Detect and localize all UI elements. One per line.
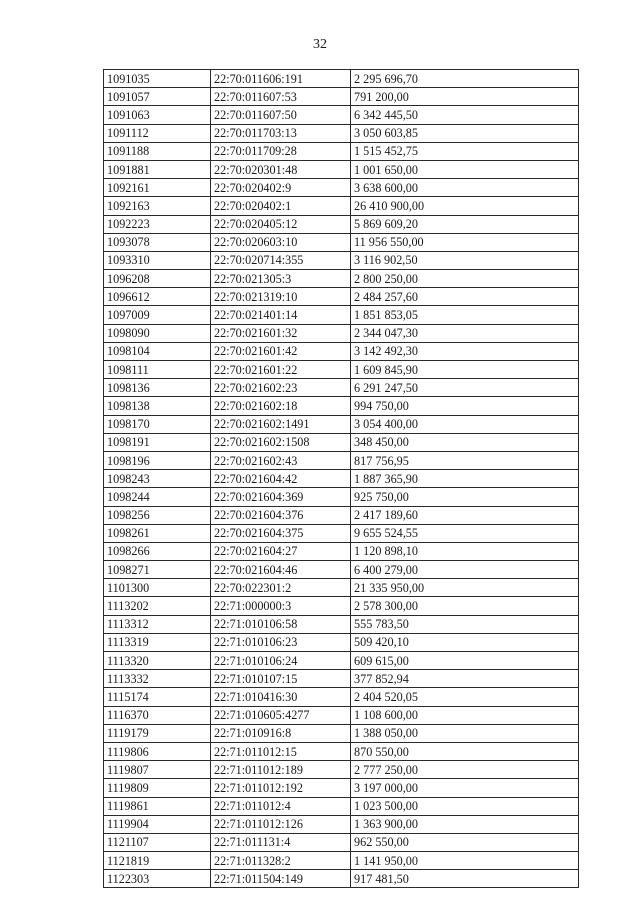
cell-cadastral-value: 26 410 900,00 bbox=[351, 197, 579, 215]
cell-id: 1098138 bbox=[104, 397, 211, 415]
cell-cadastral-number: 22:71:011504:149 bbox=[211, 870, 351, 888]
table-row bbox=[104, 652, 579, 670]
cell-cadastral-number: 22:71:010107:15 bbox=[211, 670, 351, 688]
cell-cadastral-number: 22:71:011012:126 bbox=[211, 815, 351, 833]
cell-cadastral-value: 3 116 902,50 bbox=[351, 251, 579, 269]
cell-cadastral-value: 2 344 047,30 bbox=[351, 324, 579, 342]
cell-id: 1091188 bbox=[104, 142, 211, 160]
cell-id: 1113320 bbox=[104, 652, 211, 670]
table-row bbox=[104, 160, 579, 178]
table-row bbox=[104, 506, 579, 524]
table-row bbox=[104, 124, 579, 142]
cell-id: 1101300 bbox=[104, 579, 211, 597]
table-row bbox=[104, 688, 579, 706]
cell-cadastral-number: 22:70:011607:53 bbox=[211, 88, 351, 106]
cell-cadastral-value: 21 335 950,00 bbox=[351, 579, 579, 597]
cell-cadastral-number: 22:71:011328:2 bbox=[211, 852, 351, 870]
cell-cadastral-value: 609 615,00 bbox=[351, 652, 579, 670]
cell-cadastral-value: 3 054 400,00 bbox=[351, 415, 579, 433]
table-row bbox=[104, 706, 579, 724]
table-row bbox=[104, 797, 579, 815]
cell-cadastral-number: 22:70:020603:10 bbox=[211, 233, 351, 251]
table-row bbox=[104, 579, 579, 597]
table-row bbox=[104, 488, 579, 506]
cell-cadastral-number: 22:71:010106:58 bbox=[211, 615, 351, 633]
cell-cadastral-number: 22:70:021601:32 bbox=[211, 324, 351, 342]
cell-cadastral-number: 22:70:021319:10 bbox=[211, 288, 351, 306]
cell-id: 1093310 bbox=[104, 251, 211, 269]
cell-id: 1092223 bbox=[104, 215, 211, 233]
cell-cadastral-value: 925 750,00 bbox=[351, 488, 579, 506]
table-row bbox=[104, 815, 579, 833]
cell-id: 1096208 bbox=[104, 270, 211, 288]
table-row bbox=[104, 324, 579, 342]
table-row bbox=[104, 833, 579, 851]
cell-cadastral-number: 22:70:021401:14 bbox=[211, 306, 351, 324]
cell-id: 1092163 bbox=[104, 197, 211, 215]
cell-cadastral-value: 994 750,00 bbox=[351, 397, 579, 415]
cell-cadastral-value: 1 141 950,00 bbox=[351, 852, 579, 870]
cell-cadastral-value: 2 295 696,70 bbox=[351, 70, 579, 88]
table-row bbox=[104, 852, 579, 870]
table-row bbox=[104, 561, 579, 579]
cadastral-value-table bbox=[103, 69, 579, 888]
cell-id: 1098104 bbox=[104, 342, 211, 360]
cell-cadastral-number: 22:70:022301:2 bbox=[211, 579, 351, 597]
cell-cadastral-number: 22:70:021604:376 bbox=[211, 506, 351, 524]
cell-cadastral-number: 22:71:010605:4277 bbox=[211, 706, 351, 724]
cell-id: 1098244 bbox=[104, 488, 211, 506]
cell-cadastral-value: 791 200,00 bbox=[351, 88, 579, 106]
table-row bbox=[104, 742, 579, 760]
cell-id: 1098111 bbox=[104, 361, 211, 379]
cell-cadastral-number: 22:70:021601:22 bbox=[211, 361, 351, 379]
cell-id: 1113202 bbox=[104, 597, 211, 615]
cell-cadastral-value: 1 108 600,00 bbox=[351, 706, 579, 724]
cell-cadastral-number: 22:71:000000:3 bbox=[211, 597, 351, 615]
table-row bbox=[104, 870, 579, 888]
cell-id: 1098191 bbox=[104, 433, 211, 451]
cell-id: 1122303 bbox=[104, 870, 211, 888]
cell-id: 1115174 bbox=[104, 688, 211, 706]
cell-cadastral-number: 22:70:011607:50 bbox=[211, 106, 351, 124]
table-row bbox=[104, 179, 579, 197]
cell-cadastral-number: 22:70:021602:43 bbox=[211, 451, 351, 469]
cell-id: 1091057 bbox=[104, 88, 211, 106]
cell-cadastral-value: 817 756,95 bbox=[351, 451, 579, 469]
table-row bbox=[104, 306, 579, 324]
table-row bbox=[104, 597, 579, 615]
cell-id: 1098196 bbox=[104, 451, 211, 469]
cell-cadastral-value: 2 417 189,60 bbox=[351, 506, 579, 524]
cell-cadastral-value: 870 550,00 bbox=[351, 742, 579, 760]
table-row bbox=[104, 524, 579, 542]
cell-cadastral-number: 22:70:021305:3 bbox=[211, 270, 351, 288]
table-row bbox=[104, 470, 579, 488]
cell-cadastral-value: 348 450,00 bbox=[351, 433, 579, 451]
table-row bbox=[104, 451, 579, 469]
cell-id: 1098266 bbox=[104, 542, 211, 560]
table-row bbox=[104, 670, 579, 688]
cell-id: 1093078 bbox=[104, 233, 211, 251]
table-row bbox=[104, 433, 579, 451]
table-row bbox=[104, 779, 579, 797]
cell-cadastral-number: 22:70:021601:42 bbox=[211, 342, 351, 360]
cell-cadastral-value: 1 363 900,00 bbox=[351, 815, 579, 833]
cell-id: 1119806 bbox=[104, 742, 211, 760]
cell-cadastral-number: 22:70:011703:13 bbox=[211, 124, 351, 142]
table-row bbox=[104, 288, 579, 306]
cell-cadastral-value: 6 400 279,00 bbox=[351, 561, 579, 579]
cell-cadastral-number: 22:71:011131:4 bbox=[211, 833, 351, 851]
cell-id: 1113332 bbox=[104, 670, 211, 688]
cell-id: 1116370 bbox=[104, 706, 211, 724]
cell-cadastral-value: 377 852,94 bbox=[351, 670, 579, 688]
cell-cadastral-number: 22:71:011012:189 bbox=[211, 761, 351, 779]
cell-id: 1098261 bbox=[104, 524, 211, 542]
table-row bbox=[104, 251, 579, 269]
table-row bbox=[104, 233, 579, 251]
cell-cadastral-number: 22:70:021602:18 bbox=[211, 397, 351, 415]
cell-cadastral-value: 1 515 452,75 bbox=[351, 142, 579, 160]
cell-id: 1098136 bbox=[104, 379, 211, 397]
table-body bbox=[104, 70, 579, 888]
cell-cadastral-value: 1 388 050,00 bbox=[351, 724, 579, 742]
cell-cadastral-value: 962 550,00 bbox=[351, 833, 579, 851]
cell-cadastral-number: 22:70:020402:1 bbox=[211, 197, 351, 215]
cell-cadastral-number: 22:70:021602:1491 bbox=[211, 415, 351, 433]
cell-cadastral-value: 2 777 250,00 bbox=[351, 761, 579, 779]
cell-cadastral-number: 22:70:020405:12 bbox=[211, 215, 351, 233]
cell-cadastral-number: 22:70:021604:46 bbox=[211, 561, 351, 579]
cell-cadastral-number: 22:70:021604:369 bbox=[211, 488, 351, 506]
cell-cadastral-value: 11 956 550,00 bbox=[351, 233, 579, 251]
cell-cadastral-number: 22:70:020402:9 bbox=[211, 179, 351, 197]
table-row bbox=[104, 724, 579, 742]
cell-cadastral-number: 22:70:021604:27 bbox=[211, 542, 351, 560]
table-row bbox=[104, 397, 579, 415]
table-row bbox=[104, 197, 579, 215]
cell-cadastral-value: 2 578 300,00 bbox=[351, 597, 579, 615]
table-row bbox=[104, 761, 579, 779]
cell-cadastral-number: 22:71:010106:24 bbox=[211, 652, 351, 670]
cell-id: 1096612 bbox=[104, 288, 211, 306]
cell-id: 1091035 bbox=[104, 70, 211, 88]
cell-cadastral-value: 1 001 650,00 bbox=[351, 160, 579, 178]
cell-cadastral-number: 22:70:011709:28 bbox=[211, 142, 351, 160]
cell-cadastral-number: 22:71:011012:4 bbox=[211, 797, 351, 815]
table-row bbox=[104, 542, 579, 560]
cell-id: 1098090 bbox=[104, 324, 211, 342]
table-row bbox=[104, 615, 579, 633]
cell-cadastral-value: 1 023 500,00 bbox=[351, 797, 579, 815]
cell-cadastral-number: 22:70:021602:1508 bbox=[211, 433, 351, 451]
cell-cadastral-value: 1 851 853,05 bbox=[351, 306, 579, 324]
cell-id: 1113319 bbox=[104, 633, 211, 651]
cell-cadastral-number: 22:70:020301:48 bbox=[211, 160, 351, 178]
cell-id: 1098170 bbox=[104, 415, 211, 433]
table-row bbox=[104, 215, 579, 233]
cell-id: 1119809 bbox=[104, 779, 211, 797]
table-row bbox=[104, 142, 579, 160]
table-row bbox=[104, 379, 579, 397]
cell-id: 1119904 bbox=[104, 815, 211, 833]
cell-cadastral-value: 9 655 524,55 bbox=[351, 524, 579, 542]
cell-cadastral-value: 6 342 445,50 bbox=[351, 106, 579, 124]
cell-cadastral-value: 1 609 845,90 bbox=[351, 361, 579, 379]
cell-cadastral-value: 1 120 898,10 bbox=[351, 542, 579, 560]
table-row bbox=[104, 633, 579, 651]
cell-cadastral-number: 22:71:011012:192 bbox=[211, 779, 351, 797]
table-row bbox=[104, 70, 579, 88]
cell-cadastral-value: 5 869 609,20 bbox=[351, 215, 579, 233]
cell-cadastral-number: 22:71:011012:15 bbox=[211, 742, 351, 760]
cell-cadastral-value: 3 050 603,85 bbox=[351, 124, 579, 142]
table-row bbox=[104, 88, 579, 106]
cell-cadastral-value: 509 420,10 bbox=[351, 633, 579, 651]
cell-cadastral-number: 22:71:010916:8 bbox=[211, 724, 351, 742]
cell-cadastral-value: 1 887 365,90 bbox=[351, 470, 579, 488]
cell-id: 1092161 bbox=[104, 179, 211, 197]
cell-id: 1119861 bbox=[104, 797, 211, 815]
cell-cadastral-value: 2 484 257,60 bbox=[351, 288, 579, 306]
cell-cadastral-number: 22:71:010106:23 bbox=[211, 633, 351, 651]
cell-cadastral-value: 6 291 247,50 bbox=[351, 379, 579, 397]
cell-id: 1098243 bbox=[104, 470, 211, 488]
table-row bbox=[104, 342, 579, 360]
cell-cadastral-value: 3 197 000,00 bbox=[351, 779, 579, 797]
table-row bbox=[104, 361, 579, 379]
cell-cadastral-value: 555 783,50 bbox=[351, 615, 579, 633]
cell-id: 1091112 bbox=[104, 124, 211, 142]
page-number: 32 bbox=[313, 37, 327, 52]
table-row bbox=[104, 415, 579, 433]
table-row bbox=[104, 270, 579, 288]
cell-cadastral-value: 2 800 250,00 bbox=[351, 270, 579, 288]
cell-cadastral-number: 22:70:021604:42 bbox=[211, 470, 351, 488]
cell-id: 1113312 bbox=[104, 615, 211, 633]
cell-cadastral-number: 22:71:010416:30 bbox=[211, 688, 351, 706]
cell-cadastral-number: 22:70:021604:375 bbox=[211, 524, 351, 542]
table-row bbox=[104, 106, 579, 124]
cell-id: 1121107 bbox=[104, 833, 211, 851]
cell-cadastral-number: 22:70:021602:23 bbox=[211, 379, 351, 397]
cell-id: 1098271 bbox=[104, 561, 211, 579]
cell-id: 1119807 bbox=[104, 761, 211, 779]
cell-cadastral-value: 2 404 520,05 bbox=[351, 688, 579, 706]
cell-cadastral-value: 3 142 492,30 bbox=[351, 342, 579, 360]
cell-id: 1097009 bbox=[104, 306, 211, 324]
cell-cadastral-number: 22:70:020714:355 bbox=[211, 251, 351, 269]
cell-id: 1121819 bbox=[104, 852, 211, 870]
cell-cadastral-value: 917 481,50 bbox=[351, 870, 579, 888]
cell-id: 1091881 bbox=[104, 160, 211, 178]
cell-cadastral-value: 3 638 600,00 bbox=[351, 179, 579, 197]
cell-cadastral-number: 22:70:011606:191 bbox=[211, 70, 351, 88]
cell-id: 1091063 bbox=[104, 106, 211, 124]
cell-id: 1098256 bbox=[104, 506, 211, 524]
cell-id: 1119179 bbox=[104, 724, 211, 742]
